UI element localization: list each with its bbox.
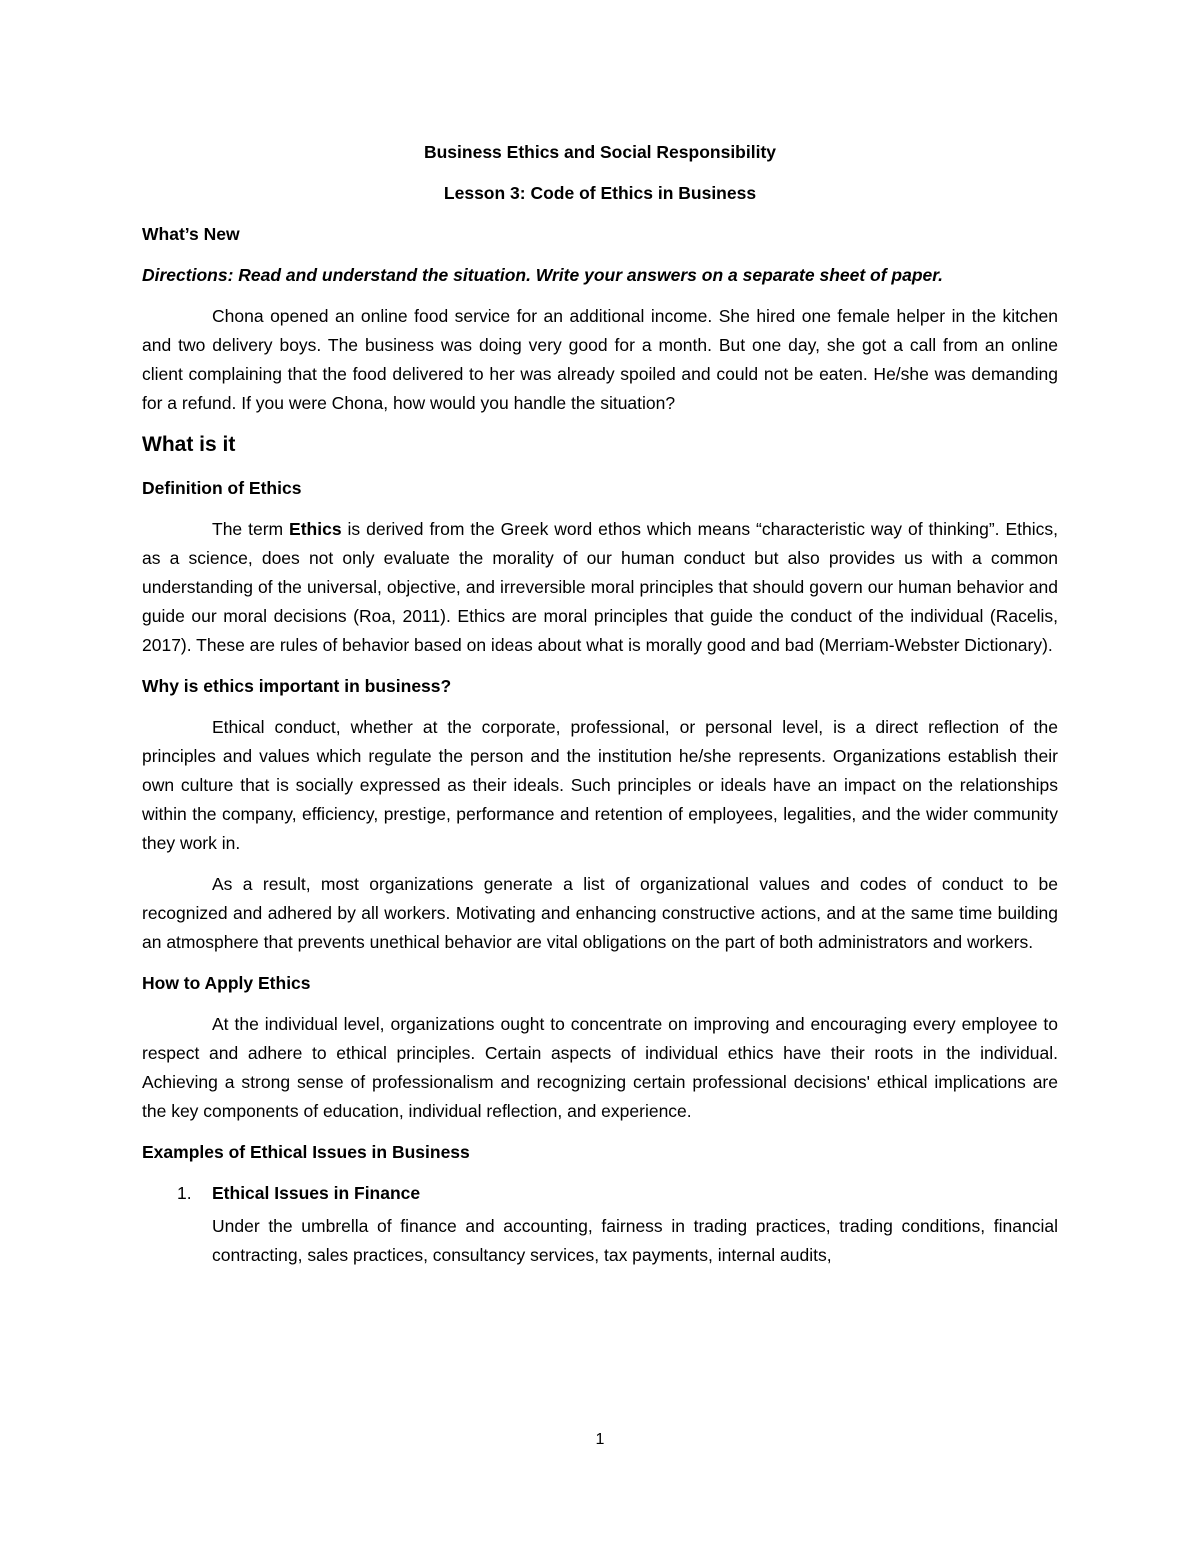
examples-heading: Examples of Ethical Issues in Business	[142, 1142, 470, 1162]
list-item-number: 1.	[177, 1183, 192, 1203]
definition-text-after: is derived from the Greek word ethos which means “characteristic way of thinking”. Ethics, as a science, does not only evaluate the morality of our human conduct but also provides us with a common understanding of the universal, objective, and irreversible moral principles that should govern our human behavior and guide our moral decisions (Roa, 2011). Ethics are moral principles that guide the conduct of the individual (Racelis, 2017). These are rules of behavior based on ideas about what is morally good and bad (Merriam-Webster Dictionary).	[142, 519, 1058, 655]
how-to-apply-heading: How to Apply Ethics	[142, 973, 311, 993]
list-item-title: Ethical Issues in Finance	[212, 1183, 421, 1203]
why-important-paragraph-2: As a result, most organizations generate a list of organizational values and codes of conduct to be recognized and adhered by all workers. Motivating and enhancing constructive actions, and at the same time building an atmosphere that prevents unethical behavior are vital obligations on the part of both administrators and workers.	[142, 874, 1058, 952]
list-item-head	[142, 1179, 1058, 1208]
why-important-heading: Why is ethics important in business?	[142, 676, 452, 696]
definition-term-ethics: Ethics	[289, 519, 342, 539]
definition-text-before: The term	[212, 519, 290, 539]
doc-title: Business Ethics and Social Responsibility	[423, 142, 777, 162]
what-is-it-heading: What is it	[142, 433, 236, 456]
definition-of-ethics-heading: Definition of Ethics	[142, 478, 302, 498]
how-to-apply-paragraph: At the individual level, organizations ought to concentrate on improving and encouraging every employee to respect and adhere to ethical principles. Certain aspects of individual ethics have their roots in the individual. Achieving a strong sense of professionalism and recognizing certain professional decisions' ethical implications are the key components of education, individual reflection, and experience.	[142, 1014, 1058, 1121]
scenario-paragraph: Chona opened an online food service for an additional income. She hired one female helper in the kitchen and two delivery boys. The business was doing very good for a month. But one day, she got a call from an online client complaining that the food delivered to her was already spoiled and could not be eaten. He/she was demanding for a refund. If you were Chona, how would you handle the situation?	[142, 306, 1058, 413]
definition-paragraph	[142, 515, 1058, 660]
list-item-body: Under the umbrella of finance and accounting, fairness in trading practices, trading conditions, financial contracting, sales practices, consultancy services, tax payments, internal audits,	[212, 1216, 1058, 1265]
why-important-paragraph-1: Ethical conduct, whether at the corporate, professional, or personal level, is a direct reflection of the principles and values which regulate the person and the institution he/she represents. Organizations establish their own culture that is socially expressed as their ideals. Such principles or ideals have an impact on the relationships within the company, efficiency, prestige, performance and retention of employees, legalities, and the wider community they work in.	[142, 717, 1058, 853]
directions-text: Directions: Read and understand the situation. Write your answers on a separate sheet of paper.	[142, 265, 943, 285]
page-number: 1	[595, 1431, 605, 1448]
whats-new-heading: What’s New	[142, 224, 240, 244]
list-item-ethical-issues-finance	[142, 1179, 1058, 1270]
doc-subtitle: Lesson 3: Code of Ethics in Business	[443, 183, 757, 203]
